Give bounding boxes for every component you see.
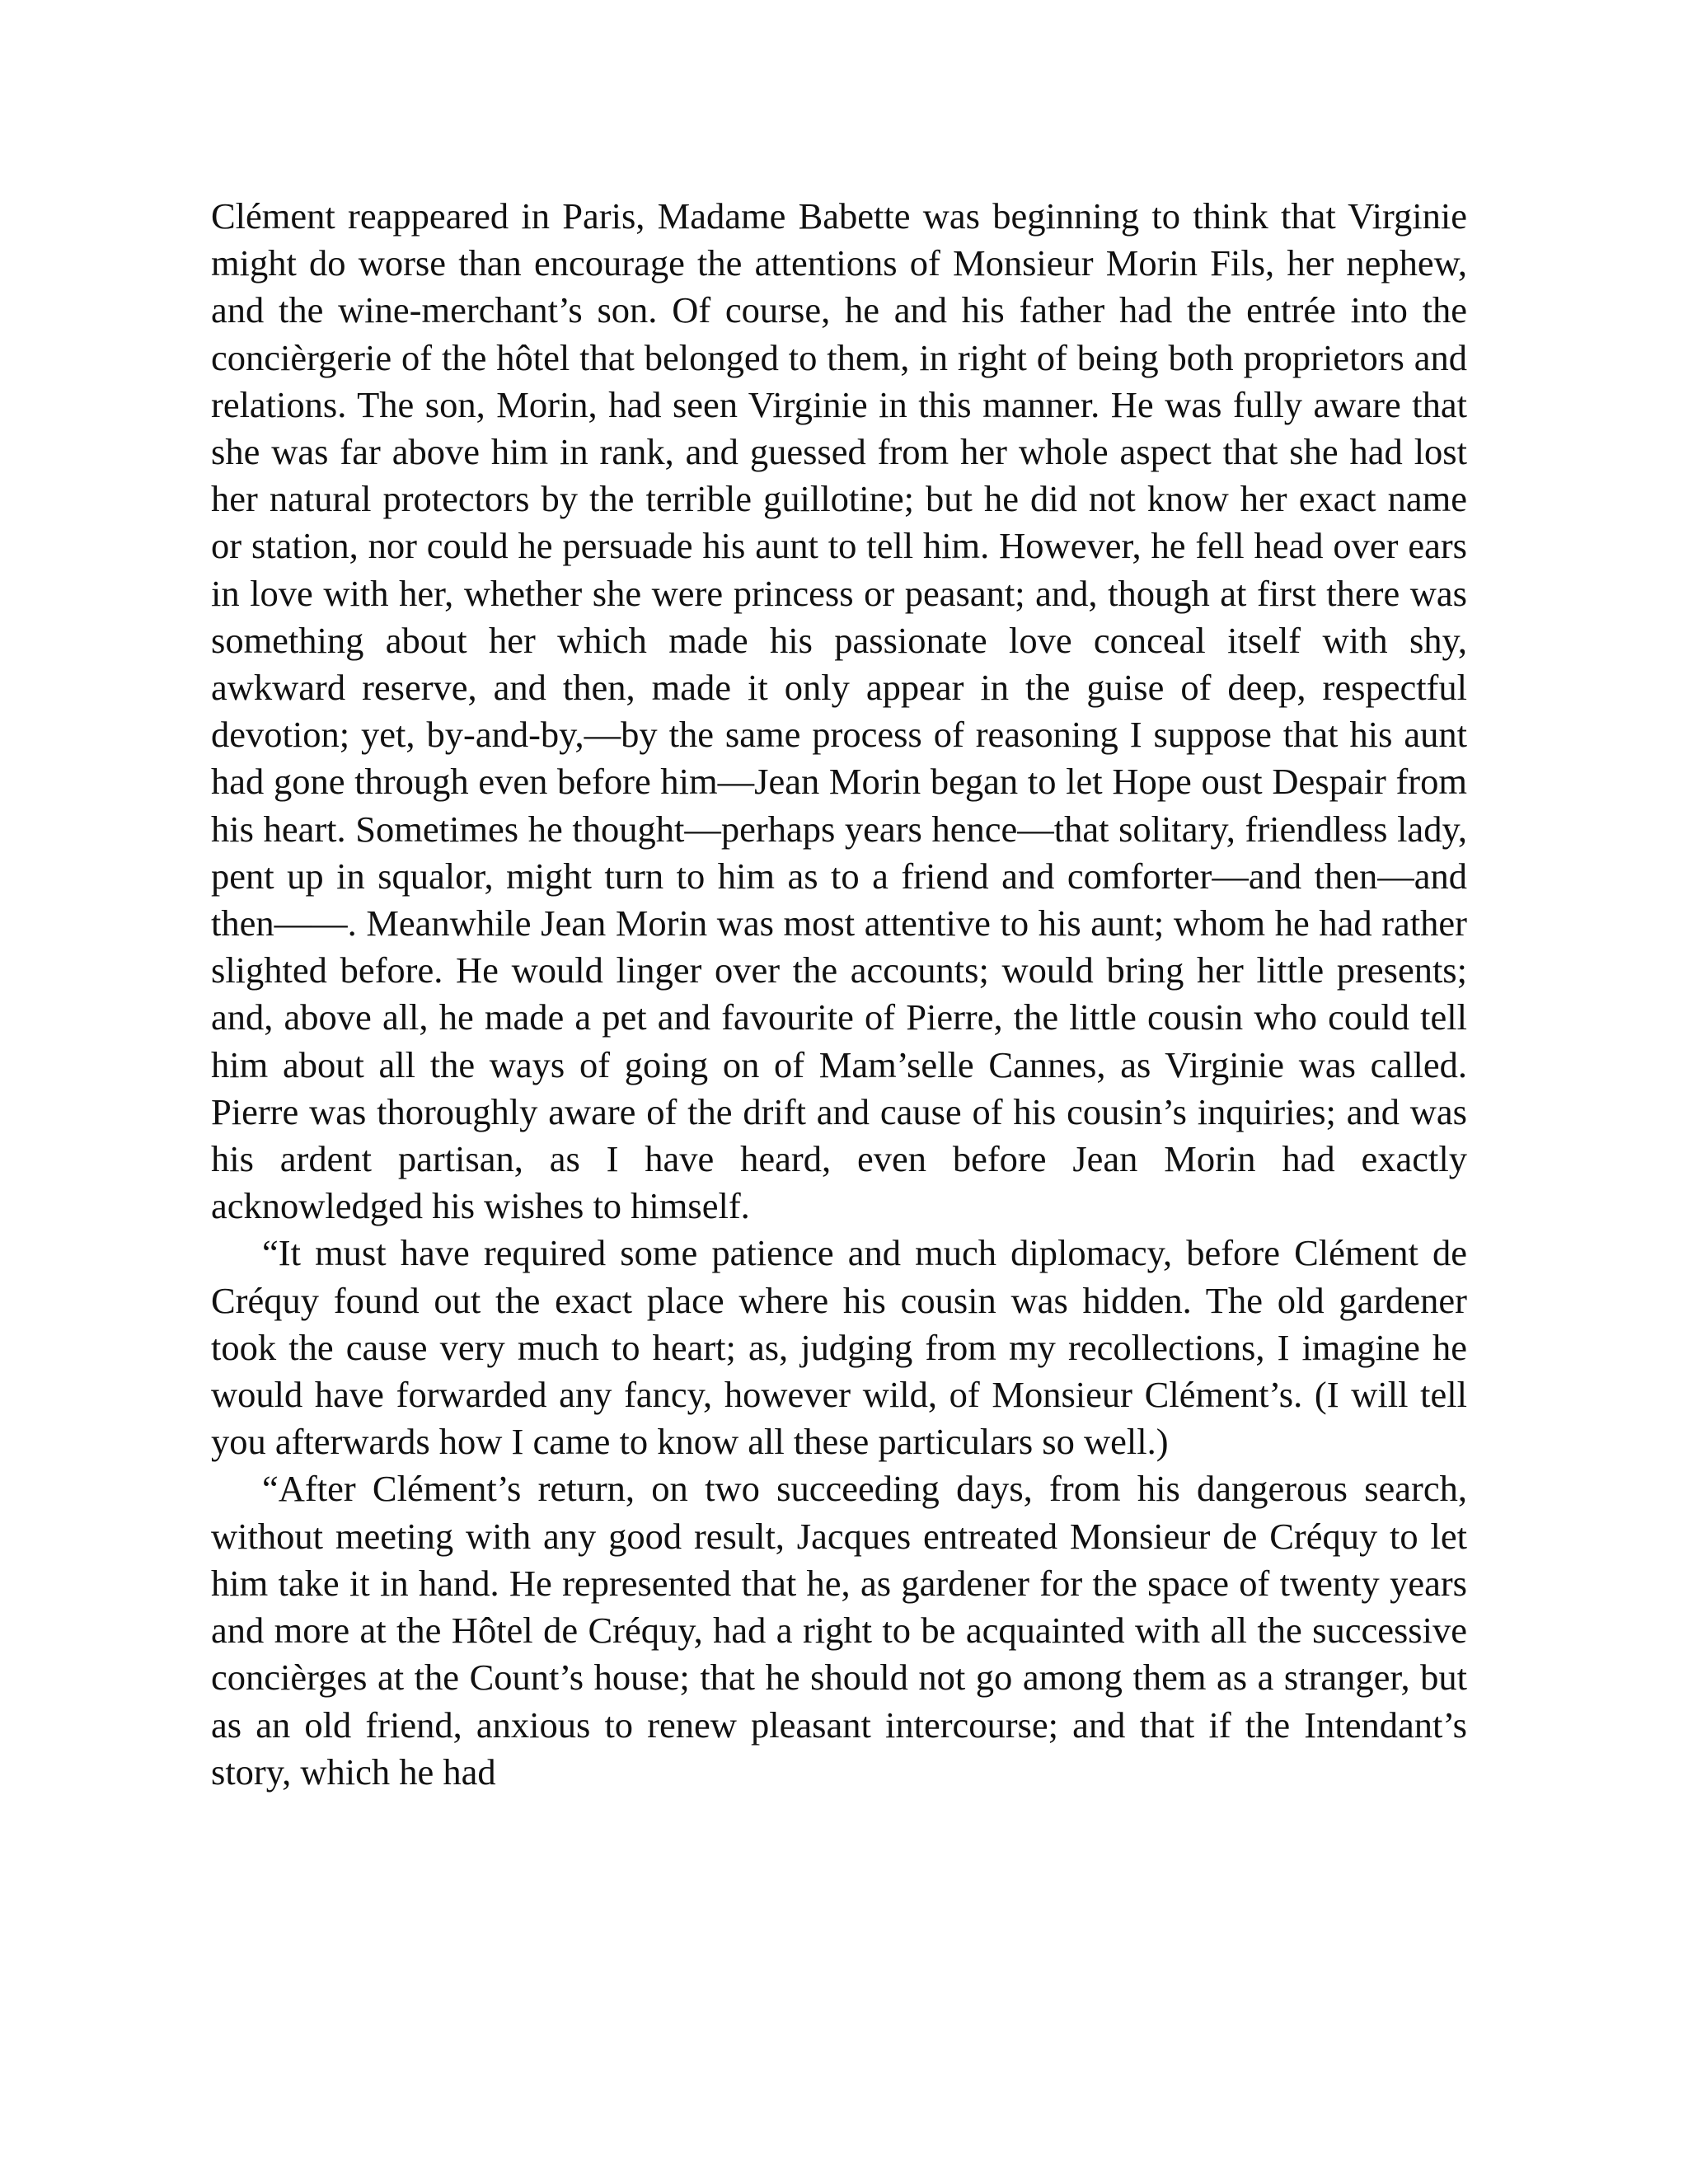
- paragraph-2: “It must have required some patience and much diplomacy, before Clément de Créquy found out the exact place where his cousin was hidden. The old gardener took the cause very much to heart; as, judging from my recollections, I imagine he would have forwarded any fancy, however wild, of Monsieur Clément’s. (I will tell you afterwards how I came to know all these particulars so well.): [211, 1232, 1467, 1463]
- paragraph-1: Clément reappeared in Paris, Madame Babette was beginning to think that Virginie might do worse than encourage the attentions of Monsieur Morin Fils, her nephew, and the wine-merchant’s son. Of course, he and his father had the entrée into the concièrgerie of the hôtel that belonged to them, in right of being both proprietors and relations. The son, Morin, had seen Virginie in this manner. He was fully aware that she was far above him in rank, and guessed from her whole aspect that she had lost her natural protectors by the terrible guillotine; but he did not know her exact name or station, nor could he persuade his aunt to tell him. However, he fell head over ears in love with her, whether she were princess or peasant; and, though at first there was something about her which made his passionate love conceal itself with shy, awkward reserve, and then, made it only appear in the guise of deep, respectful devotion; yet, by-and-by,—by the same process of reasoning I suppose that his aunt had gone through even before him—Jean Morin began to let Hope oust Despair from his heart. Sometimes he thought—perhaps years hence—that solitary, friendless lady, pent up in squalor, might turn to him as to a friend and comforter—and then—and then——. Meanwhile Jean Morin was most attentive to his aunt; whom he had rather slighted before. He would linger over the accounts; would bring her little presents; and, above all, he made a pet and favourite of Pierre, the little cousin who could tell him about all the ways of going on of Mam’selle Cannes, as Virginie was called. Pierre was thoroughly aware of the drift and cause of his cousin’s inquiries; and was his ardent partisan, as I have heard, even before Jean Morin had exactly acknowledged his wishes to himself.: [211, 195, 1467, 1227]
- body-text: [211, 193, 1467, 1796]
- paragraph-3: “After Clément’s return, on two succeeding days, from his dangerous search, without meeting with any good result, Jacques entreated Monsieur de Créquy to let him take it in hand. He represented that he, as gardener for the space of twenty years and more at the Hôtel de Créquy, had a right to be acquainted with all the successive concièrges at the Count’s house; that he should not go among them as a stranger, but as an old friend, anxious to renew pleasant intercourse; and that if the Intendant’s story, which he had: [211, 1468, 1467, 1793]
